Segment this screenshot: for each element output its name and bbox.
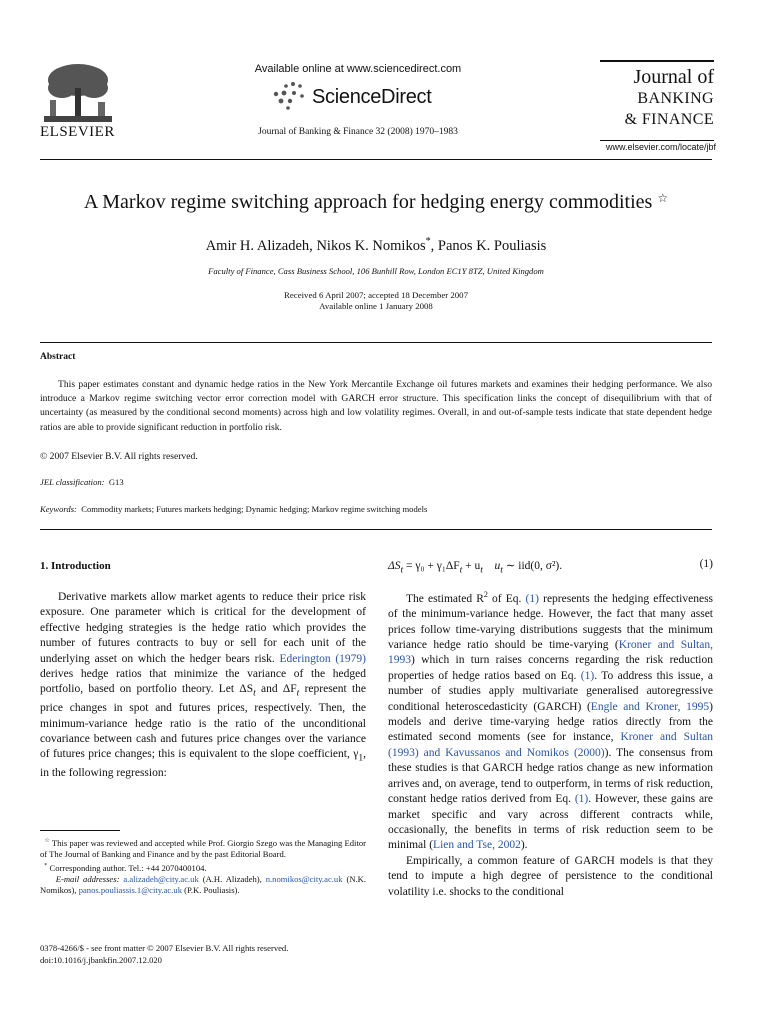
eq-ref-link[interactable]: (1) [580,669,595,682]
intro-paragraph: Derivative markets allow market agents to reduce their price risk exposure. One parameter which is critical for the development of effective hedging strategies is the hedge ratio which provides the number of futures contracts to buy or sell for each unit of the underlying asset on which the hedger bears risk. Ederington (1979) derives hedge ratios that minimize the variance of the hedged portfolio, based on portfolio theory. Let $\Delta S_t$ and $\Delta F_t$ represent the price changes in spot and futures prices, respectively. Then, the minimum-variance hedge ratio is the ratio of the unconditional covariance between cash and futures price changes over the variance of futures price changes; this is equivalent to the slope coefficient, $\gamma_1$, in the following regression: [40,591,367,780]
journal-masthead [600,60,714,130]
eq-rhs-error: + u [465,560,481,572]
author-nomikos: Nikos K. Nomikos [316,237,426,254]
footnote-mark-asterisk: * [44,862,48,869]
journal-url[interactable]: www.elsevier.com/locate/jbf [605,142,716,152]
eq-rhs: = γ₀ + γ₁ΔF [406,560,460,572]
header-divider [40,159,712,160]
author-list [40,236,712,255]
rc-text-c: represents the hedging effectiveness of the minimum-variance hedge. However, the fact that many asset prices follow time-varying distributions suggests that the minimum variance hedge ratio should be time-varying ( [388,592,714,652]
elsevier-tree-logo [40,60,116,126]
right-paragraph-1: The estimated $R^2$ of Eq. (1) represents the hedging effectiveness of the minimum-variance hedge. However, the fact that many asset prices follow time-varying distributions suggests that the minimum variance hedge ratio should be time-varying (Kroner and Sultan, 1993) which in turn raises concerns regarding the risk reduction properties of hedge ratios based on Eq. (1). To address this issue, a number of studies apply multivariate generalised autoregressive conditional heteroscedasticity (GARCH) (Engle and Kroner, 1995) models and derive time-varying hedge ratios directly from the estimated second moments (see for instance, Kroner and Sultan (1993) and Kavussanos and Nomikos (2000)). The consensus from these studies is that GARCH hedge ratios change as new information arrives and, on average, tend to outperform, in terms of risk reduction, constant hedge ratios derived from Eq. (1). However, these gains are market specific and vary across different contracts while, occasionally, the benefits in terms of risk reduction seem to be minimal (Lien and Tse, 2002). [388,590,714,852]
article-dates [40,290,712,312]
email-label: E-mail addresses: [55,873,120,884]
intro-text-c: and ΔF [261,683,297,696]
footnote-review [40,836,366,861]
footnote-mark-star: ☆ [44,838,50,844]
footnote-emails [40,874,366,897]
paper-title [40,191,712,214]
eq-dist-var: u [494,560,501,572]
equation-number: (1) [699,558,713,570]
email-link-alizadeh[interactable]: a.alizadeh@city.ac.uk [123,873,199,884]
rc-text-e: . To address this issue, a number of studies apply multivariate generalised autoregressive conditional heteroscedasticity (GARCH) ( [388,669,713,713]
email-owner-nomikos: (N.K. Nomikos), [40,873,367,896]
intro-text-b: derives hedge ratios that minimize the variance of the hedged portfolio, based on portfolio theory. Let ΔS [40,668,366,696]
abstract-bottom-rule [40,529,712,530]
citation-link-ederington[interactable]: Ederington (1979) [279,652,366,665]
rc-text-b: of Eq. [492,592,522,605]
keywords [40,504,427,514]
email-link-nomikos[interactable]: n.nomikos@city.ac.uk [265,873,343,884]
footnotes [40,836,366,897]
issn-doi-block [40,942,370,966]
intro-text-e: , in the following regression: [40,748,366,780]
rc-text-a: The estimated R [406,592,484,605]
citation-link-lien-tse[interactable]: Lien and Tse, 2002 [433,839,521,852]
masthead-underline [600,140,714,141]
equation-1: $\Delta S_t = \gamma_0 + \gamma_1\Delta F_t + u_t$ $u_t$ ∼ iid(0, σ²). (1) [388,558,713,576]
received-date: Received 6 April 2007; accepted 18 December 2007 [284,290,468,300]
journal-title-line1: Journal of [633,66,714,88]
author-pouliasis: , Panos K. Pouliasis [430,237,547,254]
jel-label: JEL classification: [40,477,105,487]
jel-classification [40,477,124,487]
paper-title-text: A Markov regime switching approach for hedging energy commodities [83,191,653,213]
rc-text-h: . However, these gains are market specific and vary across different contracts while, occasionally, the benefits in terms of risk reduction seem to be minimal ( [388,793,713,852]
journal-title-line2: BANKING [637,90,714,107]
rc-text-f: ) models and derive time-varying hedge ratios directly from the estimated second moments (see for instance, [388,700,713,744]
left-column [40,590,366,781]
abstract-copyright: © 2007 Elsevier B.V. All rights reserved. [40,451,198,462]
jel-value: G13 [108,477,124,487]
rc-text-g: ). The consensus from these studies is that GARCH hedge ratios change as new information arrives and, on average, tend to outperform, in terms of risk reduction, constant hedge ratios derived from Eq. [388,746,713,806]
publisher-name: ELSEVIER [40,124,115,140]
journal-citation: Journal of Banking & Finance 32 (2008) 1970–1983 [258,127,458,137]
footnote-corresponding [40,861,366,874]
intro-text-d: represent the price changes in spot and futures prices, respectively. Then, the minimum-variance hedge ratio is the ratio of the unconditional covariance between cash and futures price changes over the variance of futures price changes; this is equivalent to the slope coefficient, γ [40,683,367,761]
rc-text-d: ) which in turn raises concerns regarding the risk reduction properties of hedge ratios based on Eq. [388,654,713,682]
affiliation: Faculty of Finance, Cass Business School, 106 Bunhill Row, London EC1Y 8TZ, United Kingdom [208,266,544,276]
eq-distribution: ∼ iid(0, σ²). [505,560,563,572]
section-heading-introduction: 1. Introduction [40,560,111,572]
masthead-rule [600,60,714,62]
sciencedirect-wordmark: ScienceDirect [312,86,432,108]
right-column [388,587,713,900]
abstract-paragraph: This paper estimates constant and dynamic hedge ratios in the New York Mercantile Exchange oil futures markets and examines their hedging performance. We also introduce a Markov regime switching vector error correction model with GARCH error structure. This specification links the concept of disequilibrium with that of uncertainty (as measured by the conditional second moments) across high and low volatility regimes. Overall, in and out-of-sample tests indicate that state dependent hedge ratios are able to provide significant reduction in portfolio risk. [40,379,712,433]
abstract-body [40,378,712,435]
eq-lhs: ΔS [388,560,401,572]
available-online-note: Available online at www.sciencedirect.com [254,63,462,75]
citation-link-kroner-kavussanos[interactable]: Kroner and Sultan (1993) and Kavussanos and Nomikos (2000) [388,731,713,759]
footnote-rule [40,830,120,831]
journal-title-line3: & FINANCE [624,111,714,128]
rc-text-i: ). [520,839,528,852]
citation-link-engle-kroner[interactable]: Engle and Kroner, 1995 [590,700,710,713]
intro-text-a: Derivative markets allow market agents to reduce their price risk exposure. One parameter which is critical for the development of effective hedging strategies is the hedge ratio which provides the number of futures contracts to buy or sell for each unit of the underlying asset on which the hedger bears risk. [40,591,366,665]
footnote-corresponding-text: Corresponding author. Tel.: +44 2070400104. [49,862,207,873]
eq-ref-link[interactable]: (1) [525,592,539,605]
issn-line: 0378-4266/$ - see front matter © 2007 Elsevier B.V. All rights reserved. [40,943,289,953]
email-owner-alizadeh: (A.H. Alizadeh), [202,873,262,884]
title-footnote-icon[interactable]: ☆ [657,191,669,205]
email-link-pouliasis[interactable]: panos.pouliassis.1@city.ac.uk [78,885,182,896]
email-owner-pouliasis: (P.K. Pouliasis). [184,885,240,896]
right-paragraph-2: Empirically, a common feature of GARCH models is that they tend to impute a high degree of persistence to the conditional volatility i.e. shocks to the conditional [388,854,713,898]
citation-link-kroner-sultan[interactable]: Kroner and Sultan, 1993 [388,639,713,667]
footnote-review-text: This paper was reviewed and accepted while Prof. Giorgio Szego was the Managing Editor of The Journal of Banking and Finance and by the past Editorial Board. [40,837,366,860]
doi-line[interactable]: doi:10.1016/j.jbankfin.2007.12.020 [40,955,162,965]
keywords-value: Commodity markets; Futures markets hedging; Dynamic hedging; Markov regime switching models [81,504,428,514]
abstract-top-rule [40,342,712,343]
keywords-label: Keywords: [40,504,77,514]
corresponding-author-mark[interactable]: * [425,236,431,247]
author-alizadeh: Amir H. Alizadeh, [205,237,313,254]
abstract-heading: Abstract [40,352,76,362]
available-date: Available online 1 January 2008 [319,301,433,311]
eq-ref-link[interactable]: (1) [574,793,589,806]
